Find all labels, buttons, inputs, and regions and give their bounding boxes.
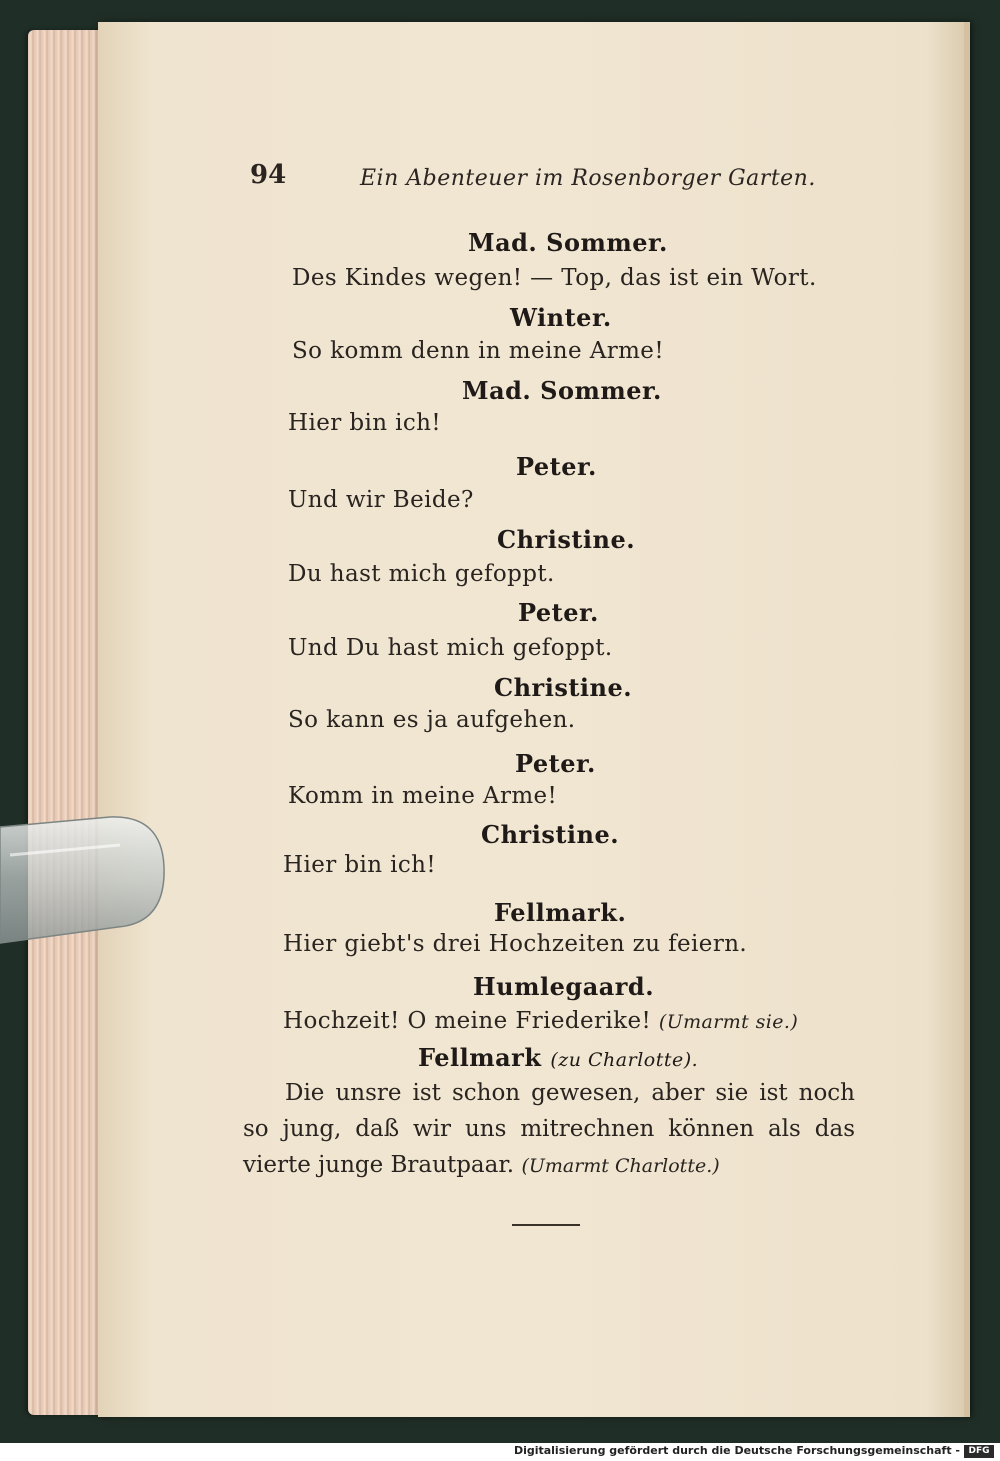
- dialogue-line: Und Du hast mich gefoppt.: [288, 635, 613, 661]
- speaker-name: Humlegaard.: [473, 972, 655, 1001]
- running-head: Ein Abenteuer im Rosenborger Garten.: [360, 166, 816, 191]
- final-paragraph: [243, 1075, 855, 1184]
- page-edges: [28, 30, 108, 1415]
- dialogue-line: [283, 1008, 798, 1034]
- dialogue-line: Des Kindes wegen! — Top, das ist ein Wort.: [292, 265, 817, 291]
- dfg-credit: Digitalisierung gefördert durch die Deutsche Forschungsgemeinschaft -: [513, 1444, 960, 1457]
- stage-direction: (zu Charlotte).: [550, 1049, 699, 1071]
- speaker-name: Christine.: [497, 525, 636, 554]
- speaker-name: Peter.: [518, 598, 599, 627]
- dialogue-text: Hochzeit! O meine Friederike!: [283, 1008, 652, 1034]
- dialogue-line: Und wir Beide?: [288, 487, 474, 513]
- page-header: [250, 160, 850, 200]
- speaker-name: Mad. Sommer.: [468, 228, 668, 257]
- dialogue-line: So kann es ja aufgehen.: [288, 707, 576, 733]
- speaker-name: Peter.: [516, 452, 597, 481]
- stage-direction: (Umarmt Charlotte.): [521, 1155, 720, 1177]
- stage-direction: (Umarmt sie.): [658, 1011, 799, 1033]
- dialogue-line: Hier bin ich!: [288, 410, 442, 436]
- dialogue-line: Hier bin ich!: [283, 852, 437, 878]
- plastic-page-clip: [0, 815, 165, 945]
- speaker-name: Winter.: [510, 303, 612, 332]
- dialogue-line: Komm in meine Arme!: [288, 783, 558, 809]
- page-number: 94: [250, 160, 287, 190]
- speaker-name: Christine.: [481, 820, 620, 849]
- speaker-name: Christine.: [494, 673, 633, 702]
- speaker-name: Peter.: [515, 749, 596, 778]
- end-rule: [512, 1224, 580, 1226]
- dialogue-line: So komm denn in meine Arme!: [292, 338, 664, 364]
- speaker-name: Mad. Sommer.: [462, 376, 662, 405]
- dfg-logo: DFG: [964, 1445, 994, 1458]
- speaker-name: Fellmark.: [494, 898, 627, 927]
- dialogue-line: Du hast mich gefoppt.: [288, 561, 555, 587]
- dialogue-line: Hier giebt's drei Hochzeiten zu feiern.: [283, 931, 748, 957]
- paragraph-text: Die unsre ist schon gewesen, aber sie ist noch so jung, daß wir uns mitrechnen können als das vierte junge Brautpaar.: [243, 1080, 855, 1178]
- speaker-name: Fellmark: [418, 1043, 542, 1072]
- final-speaker: [418, 1043, 698, 1072]
